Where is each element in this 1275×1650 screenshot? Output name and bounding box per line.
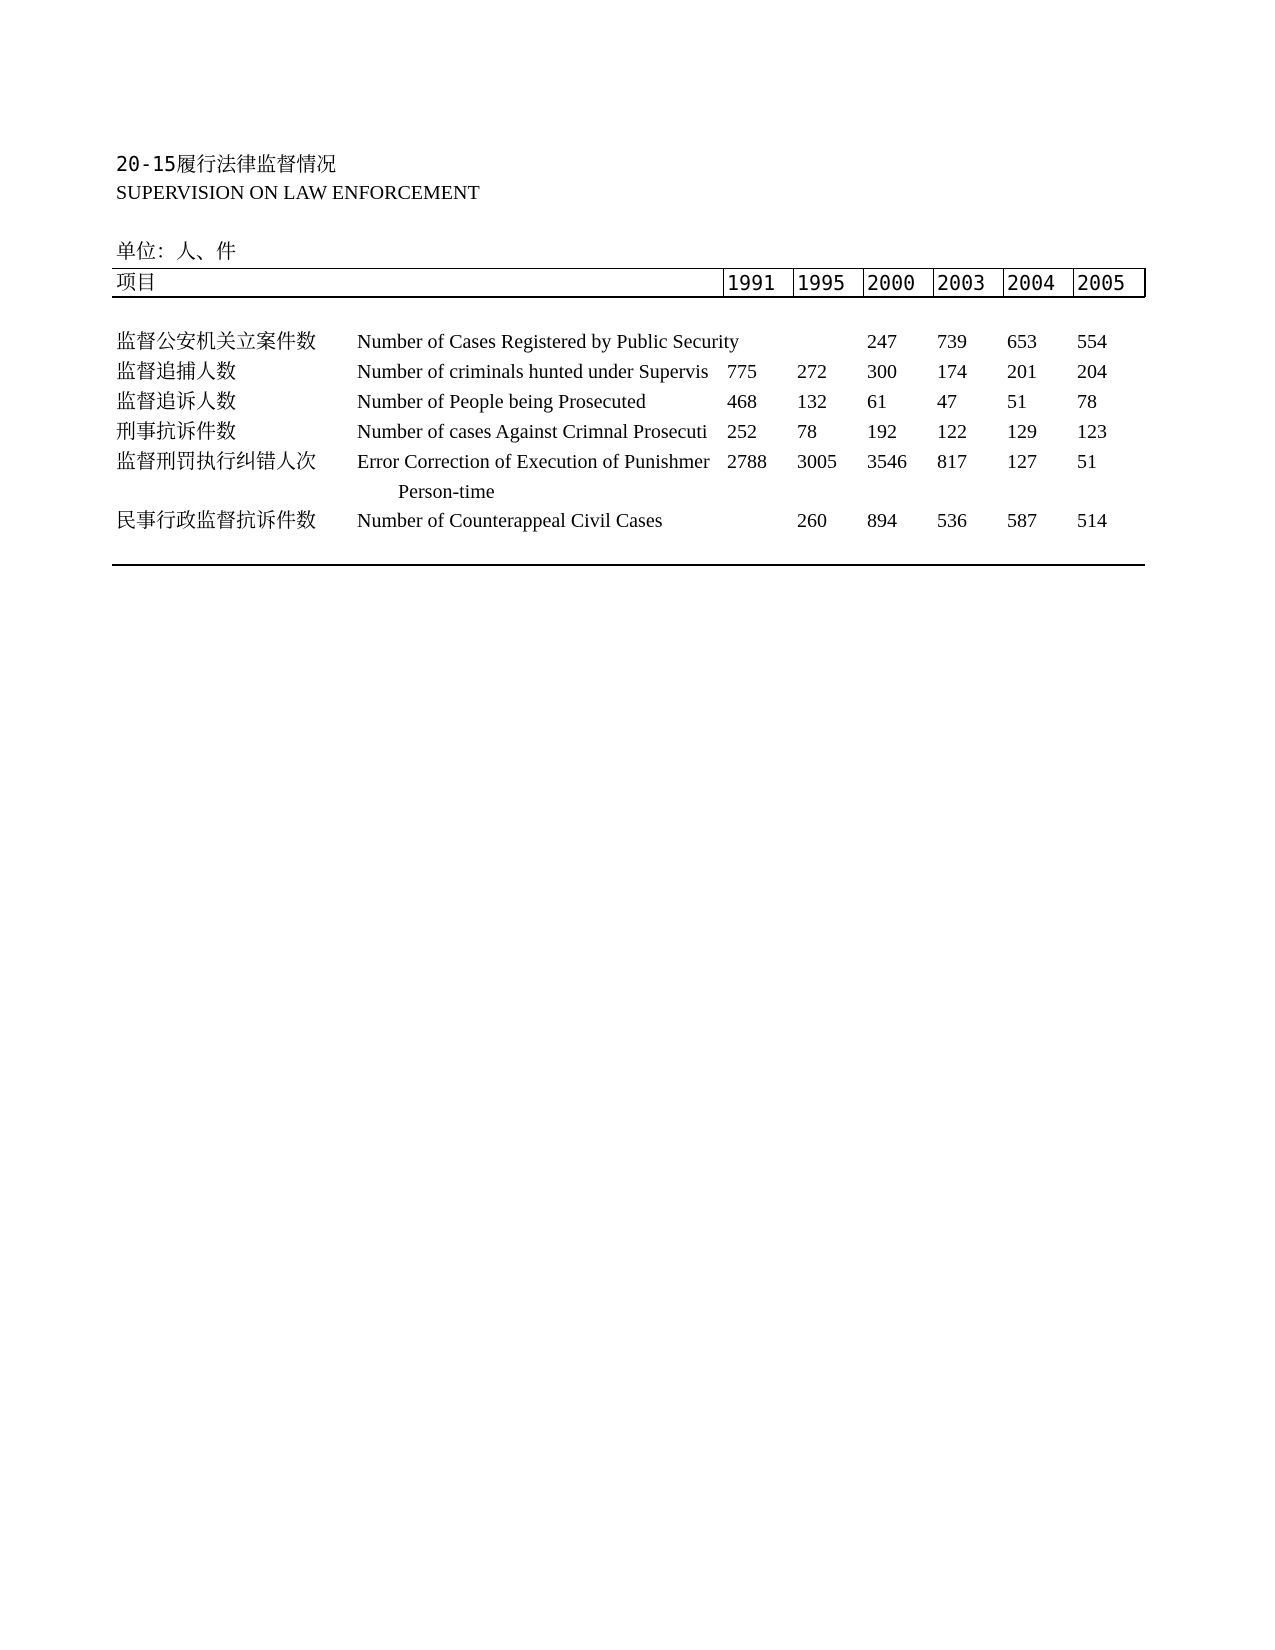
row-label-en: Number of cases Against Crimnal Prosecuti — [357, 421, 708, 443]
row-label-cn: 监督追诉人数 — [116, 391, 236, 413]
table-cell: 247 — [867, 331, 897, 353]
table-cell: 201 — [1007, 361, 1037, 383]
header-divider — [1144, 268, 1146, 297]
table-cell: 252 — [727, 421, 757, 443]
table-cell: 468 — [727, 391, 757, 413]
row-label-en: Number of People being Prosecuted — [357, 391, 646, 413]
table-title-cn: 履行法律监督情况 — [176, 154, 337, 176]
table-cell: 192 — [867, 421, 897, 443]
table-cell: 51 — [1077, 451, 1097, 473]
table-cell: 78 — [797, 421, 817, 443]
column-header-item: 项目 — [116, 272, 156, 294]
header-divider — [1073, 268, 1074, 297]
table-cell: 127 — [1007, 451, 1037, 473]
table-title-en: SUPERVISION ON LAW ENFORCEMENT — [116, 182, 480, 204]
table-cell: 587 — [1007, 510, 1037, 532]
table-cell: 817 — [937, 451, 967, 473]
table-title — [116, 152, 336, 177]
table-top-rule — [112, 268, 1145, 269]
table-bottom-rule — [112, 564, 1145, 566]
row-label-cn: 监督追捕人数 — [116, 361, 236, 383]
table-cell: 3005 — [797, 451, 837, 473]
row-label-en: Number of Cases Registered by Public Security — [357, 331, 740, 353]
table-cell: 653 — [1007, 331, 1037, 353]
row-label-cn: 监督刑罚执行纠错人次 — [116, 451, 316, 473]
row-label-cn: 民事行政监督抗诉件数 — [116, 510, 316, 532]
row-label-en: Number of Counterappeal Civil Cases — [357, 510, 663, 532]
table-cell: 132 — [797, 391, 827, 413]
header-divider — [933, 268, 934, 297]
header-divider — [793, 268, 794, 297]
column-header-year: 2004 — [1007, 271, 1056, 295]
column-header-year: 2003 — [937, 271, 986, 295]
table-cell: 47 — [937, 391, 957, 413]
table-cell: 174 — [937, 361, 967, 383]
table-cell: 554 — [1077, 331, 1107, 353]
table-cell: 260 — [797, 510, 827, 532]
table-cell: 775 — [727, 361, 757, 383]
table-cell: 894 — [867, 510, 897, 532]
row-label-en: Number of criminals hunted under Supervis — [357, 361, 709, 383]
table-cell: 123 — [1077, 421, 1107, 443]
column-header-year: 1995 — [797, 271, 846, 295]
column-header-year: 1991 — [727, 271, 776, 295]
table-cell: 272 — [797, 361, 827, 383]
table-cell: 78 — [1077, 391, 1097, 413]
row-label-en: Error Correction of Execution of Punishmer — [357, 451, 710, 473]
unit-label: 单位：人、件 — [116, 241, 236, 263]
header-divider — [863, 268, 864, 297]
table-cell: 514 — [1077, 510, 1107, 532]
table-header-rule — [112, 296, 1145, 298]
row-label-en-continuation: Person-time — [398, 481, 495, 503]
header-divider — [1003, 268, 1004, 297]
table-cell: 129 — [1007, 421, 1037, 443]
table-cell: 739 — [937, 331, 967, 353]
row-label-cn: 监督公安机关立案件数 — [116, 331, 316, 353]
table-cell: 122 — [937, 421, 967, 443]
row-label-cn: 刑事抗诉件数 — [116, 421, 236, 443]
table-cell: 61 — [867, 391, 887, 413]
table-cell: 536 — [937, 510, 967, 532]
table-cell: 3546 — [867, 451, 907, 473]
column-header-year: 2005 — [1077, 271, 1126, 295]
table-cell: 51 — [1007, 391, 1027, 413]
table-number: 20-15 — [116, 152, 177, 176]
table-cell: 300 — [867, 361, 897, 383]
table-cell: 204 — [1077, 361, 1107, 383]
header-divider — [723, 268, 724, 297]
column-header-year: 2000 — [867, 271, 916, 295]
table-cell: 2788 — [727, 451, 767, 473]
